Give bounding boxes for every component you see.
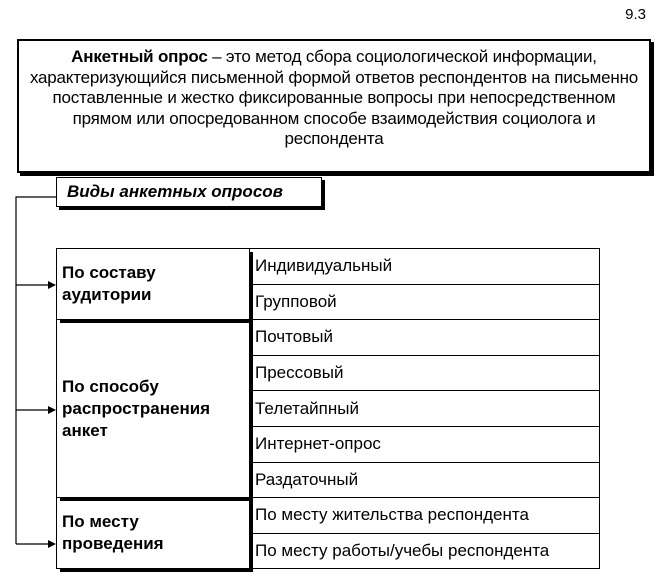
page-number: 9.3 (625, 6, 646, 23)
type-item: Индивидуальный (250, 249, 600, 285)
table-row (57, 249, 600, 285)
table-row (57, 320, 600, 356)
category-location: По месту проведения (57, 498, 250, 569)
category-composition: По составу аудитории (57, 249, 250, 320)
type-item: Групповой (250, 284, 600, 320)
type-item: Телетайпный (250, 391, 600, 427)
type-item: Раздаточный (250, 462, 600, 498)
type-item: По месту жительства респондента (250, 498, 600, 534)
survey-types-table (56, 248, 600, 569)
types-title: Виды анкетных опросов (56, 177, 322, 207)
definition-text: – это метод сбора социологической информации, характеризующийся письменной формой ответов респондентов на письменно поставленные и жестко фиксированные вопросы при непосредственном прямом или опосредованном способе взаимодействия социолога и респондента (29, 47, 639, 148)
connector-trunk (16, 197, 56, 544)
category-distribution: По способу распространения анкет (57, 320, 250, 498)
type-item: Почтовый (250, 320, 600, 356)
type-item: Прессовый (250, 355, 600, 391)
table-row (57, 498, 600, 534)
type-item: По месту работы/учебы респондента (250, 533, 600, 569)
type-item: Интернет-опрос (250, 426, 600, 462)
definition-term: Анкетный опрос (71, 47, 208, 66)
